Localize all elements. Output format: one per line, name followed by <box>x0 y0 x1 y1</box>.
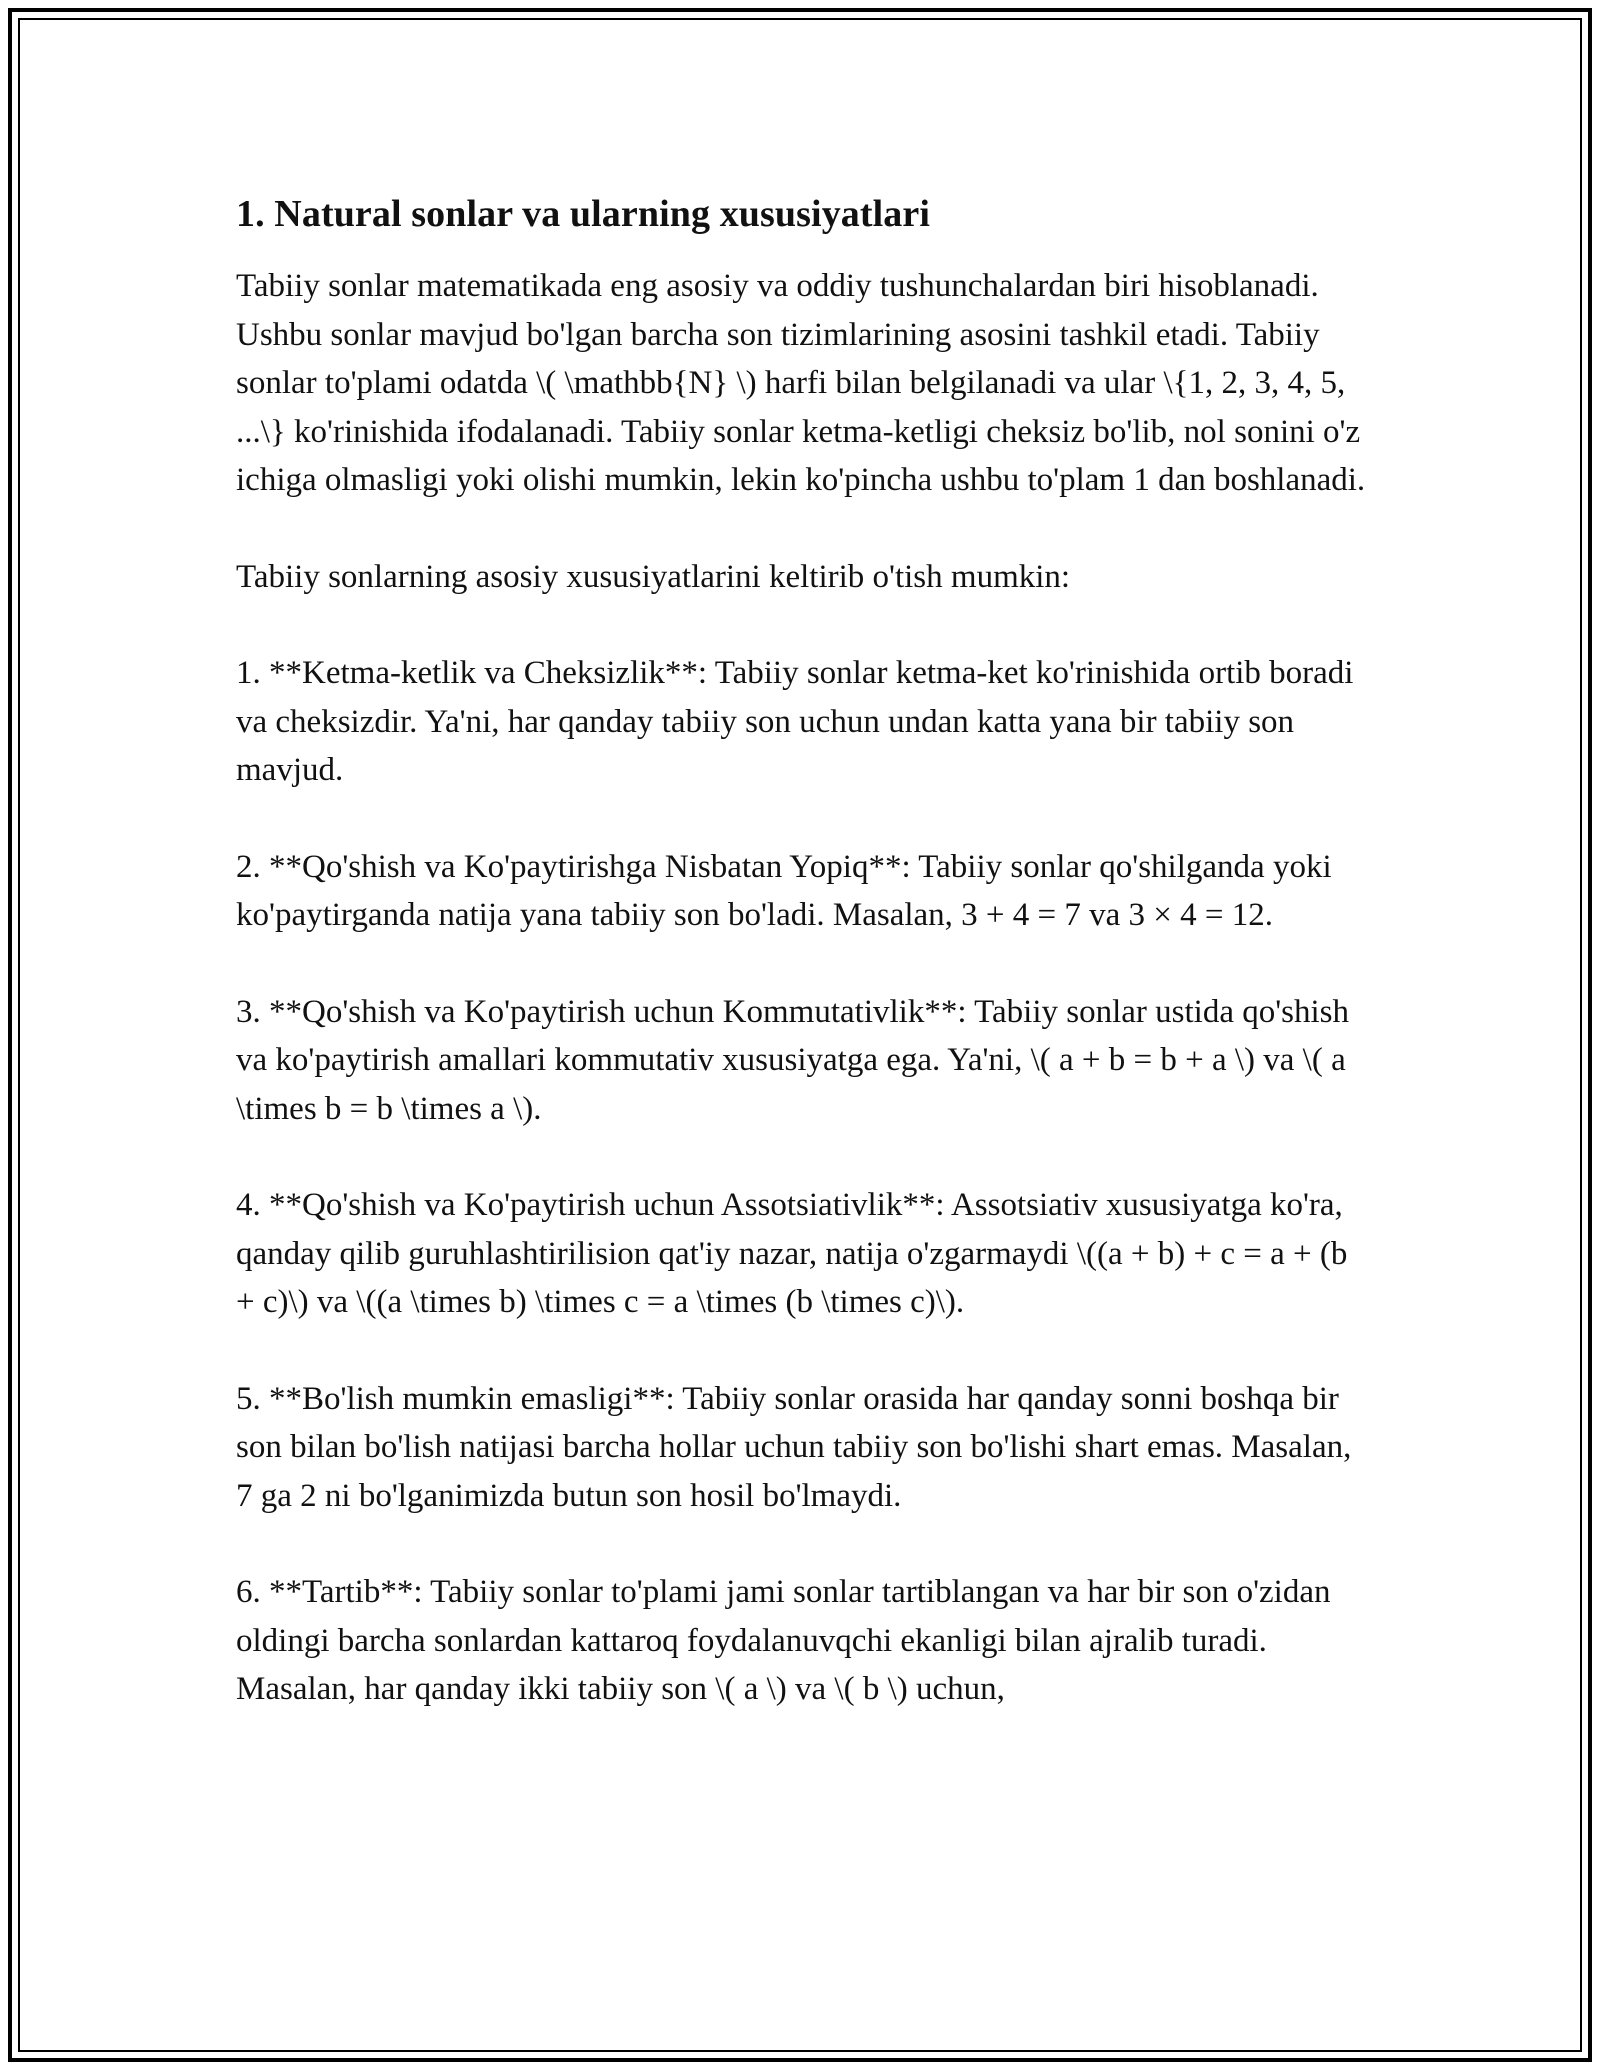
intro-paragraph: Tabiiy sonlar matematikada eng asosiy va oddiy tushunchalardan biri hisoblanadi. Ushbu sonlar mavjud bo'lgan barcha son tizimlarining asosini tashkil etadi. Tabiiy sonlar to'plami odatda \( \mathbb{N} \) harfi bilan belgilanadi va ular \{1, 2, 3, 4, 5, ...\} ko'rinishida ifodalanadi. Tabiiy sonlar ketma-ketligi cheksiz bo'lib, nol sonini o'z ichiga olmasligi yoki olishi mumkin, lekin ko'pincha ushbu to'plam 1 dan boshlanadi. <box>236 268 1366 498</box>
property-item-4: 4. **Qo'shish va Ko'paytirish uchun Assotsiativlik**: Assotsiativ xususiyatga ko'ra, qanday qilib guruhlashtirilision qat'iy nazar, natija o'zgarmaydi \((a + b) + c = a + (b + c)\) va \((a \times b) \times c = a \times (b \times c)\). <box>236 1187 1348 1320</box>
property-item-3: 3. **Qo'shish va Ko'paytirish uchun Kommutativlik**: Tabiiy sonlar ustida qo'shish va ko'paytirish amallari kommutativ xususiyatga ega. Ya'ni, \( a + b = b + a \) va \( a \times b = b \times a \). <box>236 993 1350 1127</box>
property-item-2: 2. **Qo'shish va Ko'paytirishga Nisbatan Yopiq**: Tabiiy sonlar qo'shilganda yoki ko'paytirganda natija yana tabiiy son bo'ladi. Masalan, 3 + 4 = 7 va 3 × 4 = 12. <box>236 848 1332 933</box>
property-item-1: 1. **Ketma-ketlik va Cheksizlik**: Tabiiy sonlar ketma-ket ko'rinishida ortib boradi va cheksizdir. Ya'ni, har qanday tabiiy son uchun undan katta yana bir tabiiy son mavjud. <box>236 655 1354 788</box>
property-item-5: 5. **Bo'lish mumkin emasligi**: Tabiiy sonlar orasida har qanday sonni boshqa bir son bilan bo'lish natijasi barcha hollar uchun tabiiy son bo'lishi shart emas. Masalan, 7 ga 2 ni bo'lganimizda butun son hosil bo'lmaydi. <box>236 1380 1352 1514</box>
document-body <box>236 188 1366 1762</box>
property-item-6: 6. **Tartib**: Tabiiy sonlar to'plami jami sonlar tartiblangan va har bir son o'zidan oldingi barcha sonlardan kattaroq foydalanuvqchi ekanligi bilan ajralib turadi. Masalan, har qanday ikki tabiiy son \( a \) va \( b \) uchun, <box>236 1574 1331 1707</box>
section-heading: 1. Natural sonlar va ularning xususiyatlari <box>236 193 931 235</box>
properties-intro-paragraph: Tabiiy sonlarning asosiy xususiyatlarini keltirib o'tish mumkin: <box>236 558 1071 595</box>
